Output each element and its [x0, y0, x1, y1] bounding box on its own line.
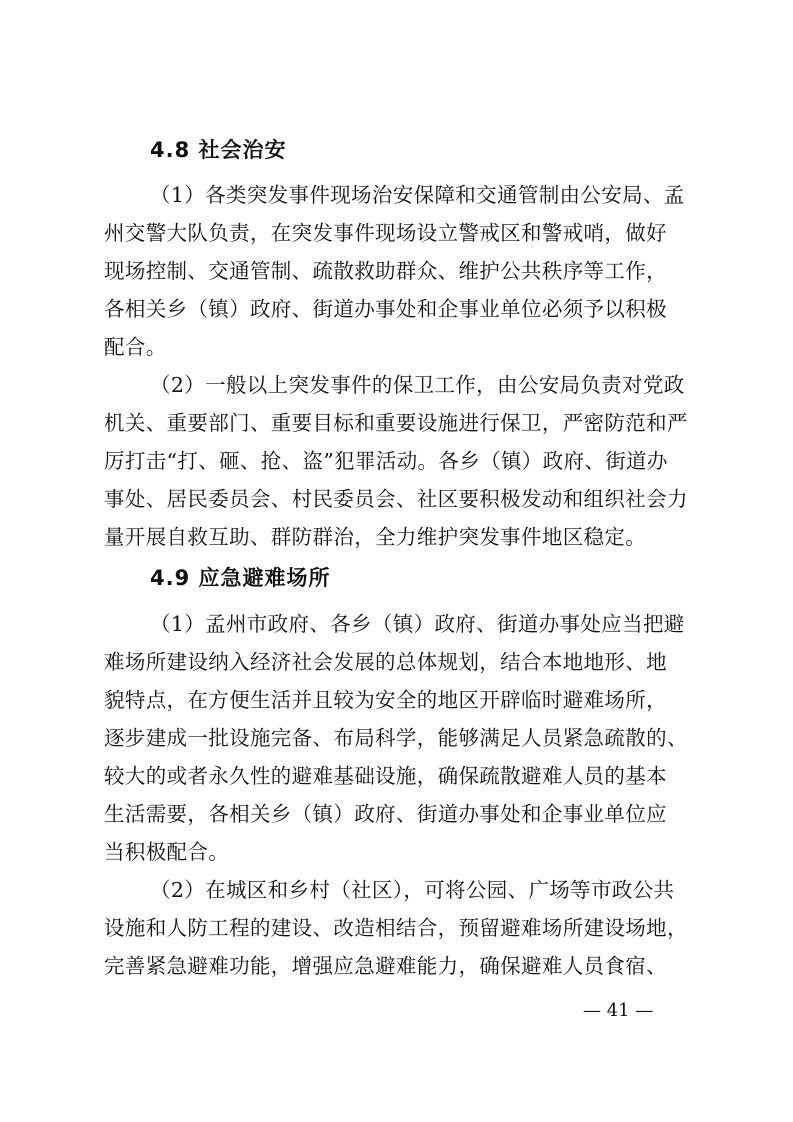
section-heading-4-9: 4.9 应急避难场所: [150, 566, 331, 590]
paragraph-line: （1）各类突发事件现场治安保障和交通管制由公安局、孟: [150, 183, 685, 207]
paragraph-line: 逐步建成一批设施完备、布局科学，能够满足人员紧急疏散的、: [104, 726, 688, 750]
paragraph-line: 较大的或者永久性的避难基础设施，确保疏散避难人员的基本: [104, 764, 667, 788]
paragraph-line: 完善紧急避难功能，增强应急避难能力，确保避难人员食宿、: [104, 954, 667, 978]
paragraph-line: 貌特点，在方便生活并且较为安全的地区开辟临时避难场所，: [104, 688, 667, 712]
paragraph-line: 设施和人防工程的建设、改造相结合，预留避难场所建设场地，: [104, 916, 688, 940]
paragraph-line: 量开展自救互助、群防群治，全力维护突发事件地区稳定。: [104, 525, 647, 549]
paragraph-line: 州交警大队负责，在突发事件现场设立警戒区和警戒哨，做好: [104, 221, 667, 245]
paragraph-line: 现场控制、交通管制、疏散救助群众、维护公共秩序等工作，: [104, 259, 667, 283]
paragraph-line: 配合。: [104, 335, 167, 359]
paragraph-line: 厉打击“打、砸、抢、盗”犯罪活动。各乡（镇）政府、街道办: [104, 449, 668, 473]
paragraph-line: （2）一般以上突发事件的保卫工作，由公安局负责对党政: [150, 373, 685, 397]
paragraph-line: 当积极配合。: [104, 840, 230, 864]
paragraph-line: 难场所建设纳入经济社会发展的总体规划，结合本地地形、地: [104, 650, 667, 674]
paragraph-line: 机关、重要部门、重要目标和重要设施进行保卫，严密防范和严: [104, 411, 688, 435]
paragraph-line: （1）孟州市政府、各乡（镇）政府、街道办事处应当把避: [150, 612, 685, 636]
section-heading-4-8: 4.8 社会治安: [150, 138, 287, 162]
paragraph-line: （2）在城区和乡村（社区），可将公园、广场等市政公共: [150, 878, 675, 902]
paragraph-line: 生活需要，各相关乡（镇）政府、街道办事处和企事业单位应: [104, 802, 667, 826]
page-number: — 41 —: [583, 1000, 654, 1021]
paragraph-line: 各相关乡（镇）政府、街道办事处和企事业单位必须予以积极: [104, 297, 667, 321]
paragraph-line: 事处、居民委员会、村民委员会、社区要积极发动和组织社会力: [104, 487, 688, 511]
